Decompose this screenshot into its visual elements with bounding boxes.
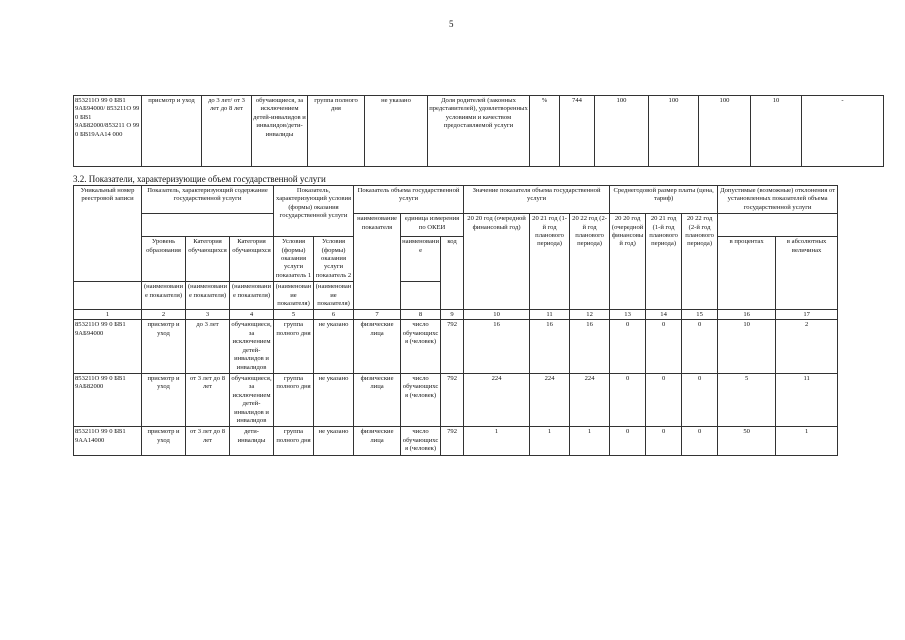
col-number: 15 — [682, 310, 718, 320]
value-2020: 16 — [464, 320, 530, 373]
header-indicator-name-3: (наименование показателя) — [230, 282, 274, 310]
col-number: 7 — [354, 310, 401, 320]
header-deviation-group: Допустимые (возможные) отклонения от установленных показателей объема государственной услуги — [718, 186, 838, 214]
header-form-condition-1: Условия (формы) оказания услуги показатель 1 — [274, 237, 314, 282]
header-unit-name: наименование — [401, 237, 441, 282]
persons-type: физические лица — [354, 320, 401, 373]
deviation-percent: 10 — [751, 96, 802, 167]
unit-name: число обучающихся (человек) — [401, 373, 441, 426]
unspecified-value: не указано — [314, 320, 354, 373]
service-form: группа полного дня — [274, 320, 314, 373]
col-number: 8 — [401, 310, 441, 320]
service-form: группа полного дня — [274, 427, 314, 455]
price-2020: 0 — [610, 373, 646, 426]
col-number: 5 — [274, 310, 314, 320]
value-2021: 100 — [649, 96, 699, 167]
volume-table — [73, 185, 838, 456]
header-form-condition-2: Условия (формы) оказания услуги показатель 2 — [314, 237, 354, 282]
page-number: 5 — [449, 19, 454, 29]
col-number: 14 — [646, 310, 682, 320]
okei-code: 744 — [560, 96, 595, 167]
col-number: 12 — [570, 310, 610, 320]
value-2021: 16 — [530, 320, 570, 373]
age-group: от 3 лет до 8 лет — [186, 427, 230, 455]
value-2020: 1 — [464, 427, 530, 455]
col-number: 3 — [186, 310, 230, 320]
age-group: до 3 лет — [186, 320, 230, 373]
header-price-2021: 20 21 год (1-й год планового периода) — [646, 214, 682, 310]
col-number: 13 — [610, 310, 646, 320]
unit-name: число обучающихся (человек) — [401, 427, 441, 455]
service-name: присмотр и уход — [142, 427, 186, 455]
section-heading: 3.2. Показатели, характеризующие объем государственной услуги — [73, 174, 326, 184]
col-number: 6 — [314, 310, 354, 320]
header-student-category-1: Категория обучающихся — [186, 237, 230, 282]
deviation-percent: 50 — [718, 427, 776, 455]
deviation-percent: 10 — [718, 320, 776, 373]
age-group: до 3 лет/ от 3 лет до 8 лет — [202, 96, 252, 167]
quality-indicator: Доля родителей (законных представителей), удовлетворенных условиями и качеством предоставляемой услуги — [428, 96, 530, 167]
header-indicator-name: наименование показателя — [354, 214, 401, 310]
registry-code: 853211О 99 0 БВ1 9АБ94000 — [74, 320, 142, 373]
col-number: 17 — [776, 310, 838, 320]
price-2021: 0 — [646, 373, 682, 426]
okei-code: 792 — [441, 427, 464, 455]
unspecified-value: не указано — [314, 373, 354, 426]
header-indicator-name-2: (наименование показателя) — [186, 282, 230, 310]
header-student-category-2: Категория обучающихся — [230, 237, 274, 282]
table-row — [74, 96, 884, 167]
col-number: 11 — [530, 310, 570, 320]
value-2020: 100 — [595, 96, 649, 167]
header-year-2020: 20 20 год (очередной финансовый год) — [464, 214, 530, 310]
unspecified-value: не указано — [314, 427, 354, 455]
table-row — [74, 320, 838, 373]
header-indicator-name-5: (наименование показателя) — [314, 282, 354, 310]
registry-code: 853211О 99 0 БВ1 9АА14000 — [74, 427, 142, 455]
value-2022: 16 — [570, 320, 610, 373]
value-2021: 1 — [530, 427, 570, 455]
unit-name: число обучающихся (человек) — [401, 320, 441, 373]
column-number-row — [74, 310, 838, 320]
value-2022: 1 — [570, 427, 610, 455]
price-2020: 0 — [610, 320, 646, 373]
header-in-percent: в процентах — [718, 237, 776, 310]
header-volume-group: Показатель объема государственной услуги — [354, 186, 464, 214]
header-price-group: Среднегодовой размер платы (цена, тариф) — [610, 186, 718, 214]
deviation-absolute: 11 — [776, 373, 838, 426]
persons-type: физические лица — [354, 373, 401, 426]
price-2021: 0 — [646, 427, 682, 455]
table-row — [74, 373, 838, 426]
col-number: 2 — [142, 310, 186, 320]
student-category: обучающиеся, за исключением детей-инвалидов и инвалидов/дети-инвалиды — [252, 96, 308, 167]
header-price-2022: 20 22 год (2-й год планового периода) — [682, 214, 718, 310]
col-number: 4 — [230, 310, 274, 320]
header-conditions-group: Показатель, характеризующий условия (формы) оказания государственной услуги — [274, 186, 354, 237]
value-2022: 224 — [570, 373, 610, 426]
price-2022: 0 — [682, 427, 718, 455]
col-number: 16 — [718, 310, 776, 320]
service-form: группа полного дня — [274, 373, 314, 426]
header-content-group: Показатель, характеризующий содержание государственной услуги — [142, 186, 274, 214]
student-category: обучающиеся, за исключением детей-инвалидов и инвалидов — [230, 320, 274, 373]
header-unit-code: код — [441, 237, 464, 310]
header-value-group: Значение показателя объема государственной услуги — [464, 186, 610, 214]
value-2022: 100 — [699, 96, 751, 167]
header-indicator-name-4: (наименование показателя) — [274, 282, 314, 310]
persons-type: физические лица — [354, 427, 401, 455]
unit: % — [530, 96, 560, 167]
deviation-absolute: 1 — [776, 427, 838, 455]
price-2022: 0 — [682, 320, 718, 373]
deviation-absolute: - — [802, 96, 884, 167]
registry-code: 853211О 99 0 БВ1 9АБ82000 — [74, 373, 142, 426]
price-2021: 0 — [646, 320, 682, 373]
header-year-2021: 20 21 год (1-й год планового периода) — [530, 214, 570, 310]
price-2022: 0 — [682, 373, 718, 426]
okei-code: 792 — [441, 373, 464, 426]
quality-table-fragment — [73, 95, 884, 167]
value-2020: 224 — [464, 373, 530, 426]
student-category: обучающиеся, за исключением детей-инвалидов и инвалидов — [230, 373, 274, 426]
okei-code: 792 — [441, 320, 464, 373]
header-unit-group: единица измерения по ОКЕИ — [401, 214, 464, 237]
header-unique-number: Уникальный номер реестровой записи — [74, 186, 142, 282]
table-row — [74, 427, 838, 455]
age-group: от 3 лет до 8 лет — [186, 373, 230, 426]
deviation-absolute: 2 — [776, 320, 838, 373]
registry-code: 853211О 99 0 БВ1 9АБ94000/ 853211О 99 0 БВ1 9АБ82000/853211 О 99 0 БВ19АА14 000 — [74, 96, 142, 167]
header-price-2020: 20 20 год (очередной финансовый год) — [610, 214, 646, 310]
col-number: 9 — [441, 310, 464, 320]
header-level-education: Уровень образования — [142, 237, 186, 282]
header-in-absolute: в абсолютных величинах — [776, 237, 838, 310]
header-year-2022: 20 22 год (2-й год планового периода) — [570, 214, 610, 310]
deviation-percent: 5 — [718, 373, 776, 426]
header-indicator-name-1: (наименование показателя) — [142, 282, 186, 310]
service-name: присмотр и уход — [142, 373, 186, 426]
col-number: 10 — [464, 310, 530, 320]
unspecified-value: не указано — [365, 96, 428, 167]
price-2020: 0 — [610, 427, 646, 455]
student-category: дети-инвалиды — [230, 427, 274, 455]
col-number: 1 — [74, 310, 142, 320]
service-form: группа полного дня — [308, 96, 365, 167]
service-name: присмотр и уход — [142, 96, 202, 167]
value-2021: 224 — [530, 373, 570, 426]
service-name: присмотр и уход — [142, 320, 186, 373]
